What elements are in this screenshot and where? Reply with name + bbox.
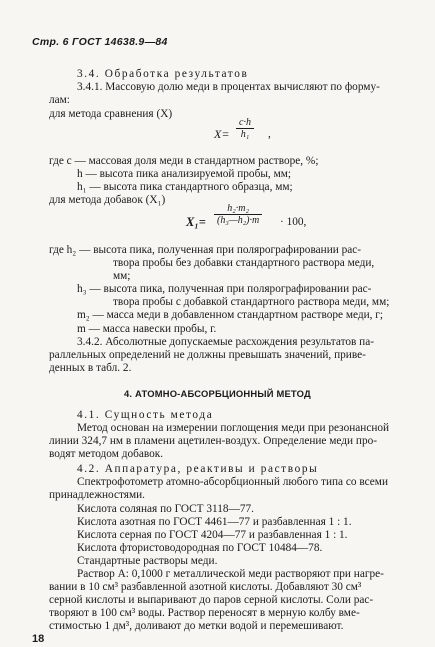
section-4-2-heading: 4.2. Аппаратура, реактивы и растворы <box>77 463 319 476</box>
paragraph-line: творяют в 100 см³ воды. Раствор переносят в мерную колбу вме- <box>49 607 360 619</box>
paragraph-line: Стандартные растворы меди. <box>77 555 218 567</box>
paragraph-line: h₃ — высота пика, полученная при полярографировании рас- <box>77 283 372 296</box>
paragraph-line: линии 324,7 нм в пламени ацетилен-воздух. Определение меди про- <box>49 435 378 447</box>
formula-2-fraction <box>214 203 262 227</box>
page-number: 18 <box>32 633 45 645</box>
section-4-1-heading: 4.1. Сущность метода <box>77 408 214 421</box>
paragraph-line: Кислота серная по ГОСТ 4204—77 и разбавленная 1 : 1. <box>77 528 348 541</box>
formula-2-denominator: (h₃—h₂)·m <box>217 215 260 227</box>
paragraph-line: раллельных определений не должны превышать значений, приве- <box>49 348 366 361</box>
paragraph-line: твора пробы с добавкой стандартного раствора меди, мм; <box>113 296 390 309</box>
paragraph-line: Метод основан на измерении поглощения меди при резонансной <box>77 421 390 434</box>
paragraph-line: Кислота соляная по ГОСТ 3118—77. <box>77 502 254 515</box>
paragraph-line: 3.4.1. Массовую долю меди в процентах вычисляют по форму- <box>77 80 380 93</box>
paragraph-line: h — высота пика анализируемой пробы, мм; <box>77 167 292 180</box>
paragraph-line: для метода добавок (X₁) <box>49 194 166 207</box>
paragraph-line: m — масса навески пробы, г. <box>77 322 217 335</box>
section-4-title: 4. АТОМНО-АБСОРБЦИОННЫЙ МЕТОД <box>124 388 311 400</box>
paragraph-line: Кислота фтористоводородная по ГОСТ 10484—78. <box>77 541 323 554</box>
paragraph-line: Кислота азотная по ГОСТ 4461—77 и разбавленная 1 : 1. <box>77 515 352 528</box>
paragraph-line: водят методом добавок. <box>49 448 164 461</box>
formula-1-denominator: h₁ <box>240 129 250 141</box>
paragraph-line: где h₂ — высота пика, полученная при полярографировании рас- <box>49 243 362 256</box>
paragraph-line: Спектрофотометр атомно-абсорбционный любого типа со всеми <box>77 476 388 489</box>
paragraph-line: стимостью 1 дм³, доливают до метки водой и перемешивают. <box>49 620 344 632</box>
paragraph-line: для метода сравнения (X) <box>49 107 173 120</box>
paragraph-line: где c — массовая доля меди в стандартном растворе, %; <box>49 154 319 167</box>
paragraph-line: m₂ — масса меди в добавленном стандартном растворе меди, г; <box>77 309 384 322</box>
paragraph-line: твора пробы без добавки стандартного раствора меди, <box>113 256 375 269</box>
formula-1-fraction <box>236 117 254 141</box>
formula-2-tail: · 100, <box>280 215 307 228</box>
formula-1-numerator: c·h <box>239 117 251 129</box>
formula-1-tail: , <box>268 128 271 141</box>
paragraph-line: Раствор А: 0,1000 г металлической меди растворяют при нагре- <box>77 568 384 580</box>
paragraph-line: вании в 10 см³ разбавленной азотной кислоты. Добавляют 30 см³ <box>49 581 362 593</box>
page-header: Стр. 6 ГОСТ 14638.9—84 <box>32 36 168 48</box>
formula-2-numerator: h₂·m₂ <box>227 203 249 215</box>
paragraph-line: серной кислоты и выпаривают до паров серной кислоты. Соли рас- <box>49 594 374 606</box>
paragraph-line: 3.4.2. Абсолютные допускаемые расхождения результатов па- <box>77 335 374 348</box>
paragraph-line: принадлежностями. <box>49 489 145 502</box>
paragraph-line: денных в табл. 2. <box>49 361 132 374</box>
paragraph-line: мм; <box>113 270 131 282</box>
paragraph-line: h₁ — высота пика стандартного образца, мм; <box>77 180 293 193</box>
formula-1-lhs: X= <box>214 127 230 142</box>
section-3-4-heading: 3.4. Обработка результатов <box>77 68 249 81</box>
paragraph-line: лам: <box>49 93 70 106</box>
formula-2-lhs: X₁= <box>186 214 206 229</box>
